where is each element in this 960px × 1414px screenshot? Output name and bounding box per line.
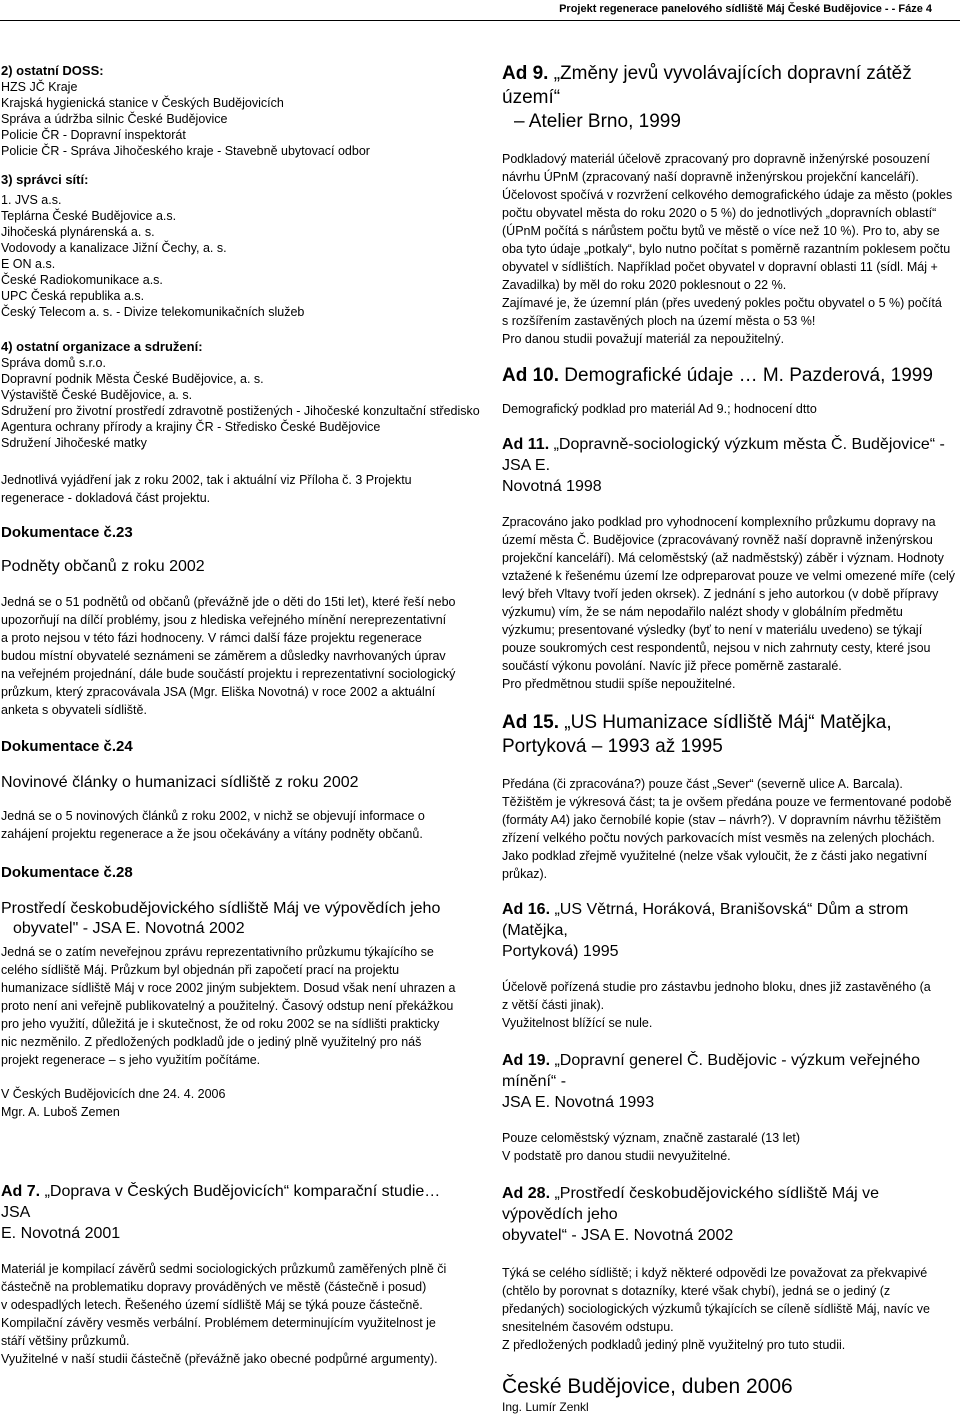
list-item: Sdružení Jihočeské matky [1,436,147,450]
doc24-subtitle: Novinové články o humanizaci sídliště z roku 2002 [1,774,359,791]
text-line: humanizace sídliště Máj v roce 2002 jiným subjektem. Dosud však není uhrazen a [1,981,456,995]
signature-block [1,1085,471,1121]
text-line: Zavadilka) by měl do roku 2020 poklesnout o 22 %. [502,278,787,292]
closing-author: Ing. Lumír Zenkl [502,1400,589,1414]
text-line: průzkum, který zpracovávala JSA (Mgr. Eliška Novotná) v roce 2002 a aktuální [1,685,436,699]
text-line: upozorňují na dílčí problémy, jsou z hlediska veřejného mínění nereprezentativní [1,613,447,627]
text-line: projekt regenerace – s jeho využitím počítáme. [1,1053,261,1067]
list-item: Agentura ochrany přírody a krajiny ČR - Středisko České Budějovice [1,420,381,434]
signature-name: Mgr. A. Luboš Zemen [1,1105,120,1119]
ad9-title: „Změny jevů vyvolávajících dopravní zátěž území“ [502,63,912,108]
ad9-paragraph [502,150,958,348]
ad15-heading [502,711,958,759]
doss-heading: 2) ostatní DOSS: [1,63,104,78]
list-item: Teplárna České Budějovice a.s. [1,209,177,223]
ad16-heading [502,899,958,962]
text-line: Prostředí českobudějovického sídliště Máj ve výpovědích jeho [1,900,441,917]
ad11-heading [502,434,958,497]
text-line: zahájení projektu regenerace a že jsou očekávány a vítány podněty občanů. [1,827,423,841]
list-item: Jihočeská plynárenská a. s. [1,225,155,239]
org-list [1,355,480,451]
text-line: v odespadlých letech. Řešeného území sídliště Máj se týká pouze částečně. [1,1298,423,1312]
ad11-paragraph [502,513,958,693]
left-column [1,62,480,1368]
text-line: V podstatě pro danou studii nevyužitelné. [502,1149,731,1163]
header-title: Projekt regenerace panelového sídliště Máj České Budějovice - - Fáze 4 [559,3,932,15]
text-line: a proto nejsou v této fázi hodnoceny. V rámci další fáze projektu regenerace [1,631,422,645]
vyjadreni-paragraph [1,471,471,507]
text-line: obyvatel v sídlištích. Například počet obyvatel v dopravní oblasti 11 (sídl. Máj + [502,260,938,274]
text-line: Jedná se o zatím neveřejnou zprávu reprezentativního průzkumu týkajícího se [1,945,434,959]
list-item: Vodovody a kanalizace Jižní Čechy, a. s. [1,241,227,255]
text-line: levý břeh Vltavy tvoří jeden okrsek). Z jednání s jeho autorkou (v době přípravy [502,587,939,601]
ad7-paragraph [1,1260,471,1368]
text-line: Jako podklad zřejmě využitelné (nelze však vyloučit, že z části jako negativní [502,849,928,863]
doc23-heading: Dokumentace č.23 [1,524,133,541]
text-line: (formáty A4) jako černobílé kopie (stav – návrh?). V dopravním návrhu těžištěm [502,813,942,827]
text-line: pro jeho využití, důležitá je i skutečnost, že od roku 2002 se na sídlišti prakticky [1,1017,440,1031]
ad28-paragraph [502,1264,958,1354]
text-line: celého sídliště Máj. Průzkum byl objednán při započetí prací na projektu [1,963,400,977]
text-line: (chtělo by porovnat s dotazníky, které však chybí), jedná se o jediný (z [502,1284,891,1298]
doc24-paragraph [1,807,471,843]
ad16-title: „US Větrná, Horáková, Branišovská“ Dům a strom (Matějka, [502,901,909,939]
text-line: stáří většiny průzkumů. [1,1334,130,1348]
ad15-title: „US Humanizace sídliště Máj“ Matějka, [559,712,892,733]
text-line: území města Č. Budějovice (zpracovávaný rovněž naší dopravně inženýrskou [502,533,933,547]
text-line: výzkumu; presentované výsledky (byť to není v materiálu uvedeno) se týkají [502,623,923,637]
ad9-title-line2: – Atelier Brno, 1999 [514,111,681,132]
ad9-label: Ad 9. [502,63,549,84]
list-item: Správa a údržba silnic České Budějovice [1,112,228,126]
text-line: budou místní obyvatelé seznámeni se záměrem a důsledky navrhovaných úprav [1,649,446,663]
list-item: Dopravní podnik Města České Budějovice, a. s. [1,372,264,386]
list-item: UPC Česká republika a.s. [1,289,145,303]
ad11-title-line2: Novotná 1998 [502,478,602,495]
list-item: Krajská hygienická stanice v Českých Budějovicích [1,96,284,110]
text-line: návrhu ÚPnM (zpracovaný naší dopravně inženýrskou projekční kanceláří). [502,170,919,184]
text-line: na veřejném projednání, dále bude součástí projektu i reprezentativní sociologický [1,667,456,681]
list-item: Policie ČR - Dopravní inspektorát [1,128,186,142]
ad19-title: „Dopravní generel Č. Budějovic - výzkum veřejného mínění“ - [502,1052,920,1090]
ad11-title: „Dopravně-sociologický výzkum města Č. Budějovice“ - JSA E. [502,436,945,474]
text-line: průkaz). [502,867,548,881]
list-item: Český Telecom a. s. - Divize telekomunikačních služeb [1,305,305,319]
text-line: (ÚPnM počítá s nárůstem počtu bytů ve městě o více než 10 %). Pro to, aby se [502,224,940,238]
text-line: vztažené k řešenému území lze odpreparovat pouze ve velmi omezené míře (celý [502,569,955,583]
ad28-title: „Prostředí českobudějovického sídliště Máj ve výpovědích jeho [502,1185,880,1223]
text-line: částečně na problematiku dopravy prováděných ve městě (částečně i posud) [1,1280,427,1294]
list-item: E ON a.s. [1,257,56,271]
ad7-title: „Doprava v Českých Budějovicích“ komparační studie… JSA [1,1183,441,1221]
spravci-heading: 3) správci sítí: [1,172,89,187]
text-line: oba tyto údaje „potkaly“, bylo nutno počítat s poměrně razantním poklesem počtu [502,242,951,256]
ad15-label: Ad 15. [502,712,560,733]
ad10-heading [502,364,958,388]
ad28-heading [502,1183,958,1246]
text-line: Účelovost spočívá v rozvržení celkového demografického údaje za město (pokles [502,188,953,202]
text-line: Účelově pořízená studie pro zástavbu jednoho bloku, dnes již zastavěného (a [502,980,931,994]
text-line: Pouze celoměstský význam, značně zastaralé (13 let) [502,1131,801,1145]
text-line: anketa s obyvateli sídliště. [1,703,147,717]
ad7-title-line2: E. Novotná 2001 [1,1225,121,1242]
list-item: Správa domů s.r.o. [1,356,106,370]
doc28-paragraph [1,943,471,1069]
text-line: výzkumu) vím, že se nám nepodařilo nalézt shody v globálním předmětu [502,605,903,619]
list-item: Sdružení pro životní prostředí zdravotně postižených - Jihočeské konzultační středisko [1,404,480,418]
spravci-list [1,192,471,320]
ad19-paragraph [502,1129,958,1165]
text-line: z větší části jinak). [502,998,605,1012]
ad10-paragraph: Demografický podklad pro materiál Ad 9.; hodnocení dtto [502,402,817,416]
ad19-title-line2: JSA E. Novotná 1993 [502,1094,655,1111]
ad7-label: Ad 7. [1,1183,41,1200]
text-line: Týká se celého sídliště; i když některé odpovědi lze považovat za překvapivé [502,1266,928,1280]
text-line: obyvatel" - JSA E. Novotná 2002 [13,920,245,937]
page-header [0,0,960,20]
ad16-title-line2: Portyková) 1995 [502,943,619,960]
text-line: Jedná se o 51 podnětů od občanů (převážně jde o děti do 15ti let), které řeší nebo [1,595,456,609]
text-line: Materiál je kompilací závěrů sedmi sociologických průzkumů zaměřených plně či [1,1262,447,1276]
right-column [502,62,958,1414]
doss-list [1,79,471,159]
text-line: Využitelnost blížící se nule. [502,1016,653,1030]
text-line: počtu obyvatel města do roku 2020 o 5 %) do jednotlivých „dopravních oblastí“ [502,206,937,220]
text-line: součástí výkonu povolání. Navíc již přece poměrně zastaralé. [502,659,842,673]
text-line: Z předložených podkladů jediný plně využitelný pro tuto studii. [502,1338,846,1352]
text-line: regenerace - dokladová část projektu. [1,491,211,505]
list-item: České Radiokomunikace a.s. [1,273,163,287]
text-line: s rozšířením zastavěných ploch na území města o 53 %! [502,314,816,328]
ad10-title: Demografické údaje … M. Pazderová, 1999 [559,365,933,386]
list-item: 1. JVS a.s. [1,193,62,207]
text-line: Pro předmětnou studii spíše nepoužitelné. [502,677,736,691]
ad15-title-line2: Portyková – 1993 až 1995 [502,736,723,757]
text-line: Zpracováno jako podklad pro vyhodnocení komplexního průzkumu dopravy na [502,515,936,529]
ad16-label: Ad 16. [502,901,551,918]
doc23-subtitle: Podněty občanů z roku 2002 [1,558,205,575]
header-rule [0,20,960,21]
text-line: Zajímavé je, že územní plán (přes uvedený pokles počtu obyvatel o 5 %) počítá [502,296,942,310]
text-line: nic nezměnilo. Z předložených podkladů jde o jediný plně využitelný pro náš [1,1035,422,1049]
ad19-heading [502,1050,958,1113]
list-item: Výstaviště České Budějovice, a. s. [1,388,193,402]
ad11-label: Ad 11. [502,436,550,453]
ad28-title-line2: obyvatel“ - JSA E. Novotná 2002 [502,1227,734,1244]
ad19-label: Ad 19. [502,1052,551,1069]
text-line: předaných) sociologických výzkumů týkajících se cíleně sídliště Máj, navíc ve [502,1302,930,1316]
text-line: Podkladový materiál účelově zpracovaný pro dopravně inženýrské posouzení [502,152,931,166]
text-line: snesitelném časovém odstupu. [502,1320,674,1334]
ad9-heading [502,62,958,134]
list-item: HZS JČ Kraje [1,80,78,94]
doc28-subtitle [1,899,471,939]
list-item: Policie ČR - Správa Jihočeského kraje - Stavebně ubytovací odbor [1,144,370,158]
text-line: Jednotlivá vyjádření jak z roku 2002, tak i aktuální viz Příloha č. 3 Projektu [1,473,412,487]
closing-place-date: České Budějovice, duben 2006 [502,1375,793,1398]
text-line: zřízení velkého počtu nových parkovacích míst vesměs na zelených plochách. [502,831,935,845]
doc28-heading: Dokumentace č.28 [1,864,133,881]
text-line: Pro danou studii považují materiál za nepoužitelný. [502,332,785,346]
ad15-paragraph [502,775,958,883]
doc24-heading: Dokumentace č.24 [1,738,133,755]
org-heading: 4) ostatní organizace a sdružení: [1,339,203,354]
ad16-paragraph [502,978,958,1032]
text-line: Těžištěm je výkresová část; ta je ovšem předána pouze ve fermentované podobě [502,795,952,809]
text-line: Předána (či zpracována?) pouze část „Sever“ (severně ulice A. Barcala). [502,777,903,791]
ad7-heading [1,1181,471,1244]
text-line: proto není ani veřejně publikovatelný a použitelný. Časový odstup není překážkou [1,999,454,1013]
text-line: Využitelné v naší studii částečně (převážně jako obecné podpůrné argumenty). [1,1352,438,1366]
ad28-label: Ad 28. [502,1185,551,1202]
signature-date: V Českých Budějovicích dne 24. 4. 2006 [1,1087,226,1101]
doc23-paragraph [1,593,471,719]
text-line: Jedná se o 5 novinových článků z roku 2002, v nichž se objevují informace o [1,809,425,823]
text-line: pouze soukromých cest respondentů, nejsou v nich zahrnuty cesty, které jsou [502,641,931,655]
ad10-label: Ad 10. [502,365,560,386]
text-line: projekční kanceláří). Má celoměstský (až nadměstský) záběr i význam. Hodnoty [502,551,944,565]
text-line: Kompilační závěry vesměs verbální. Problémem determinujícím využitelnost je [1,1316,436,1330]
